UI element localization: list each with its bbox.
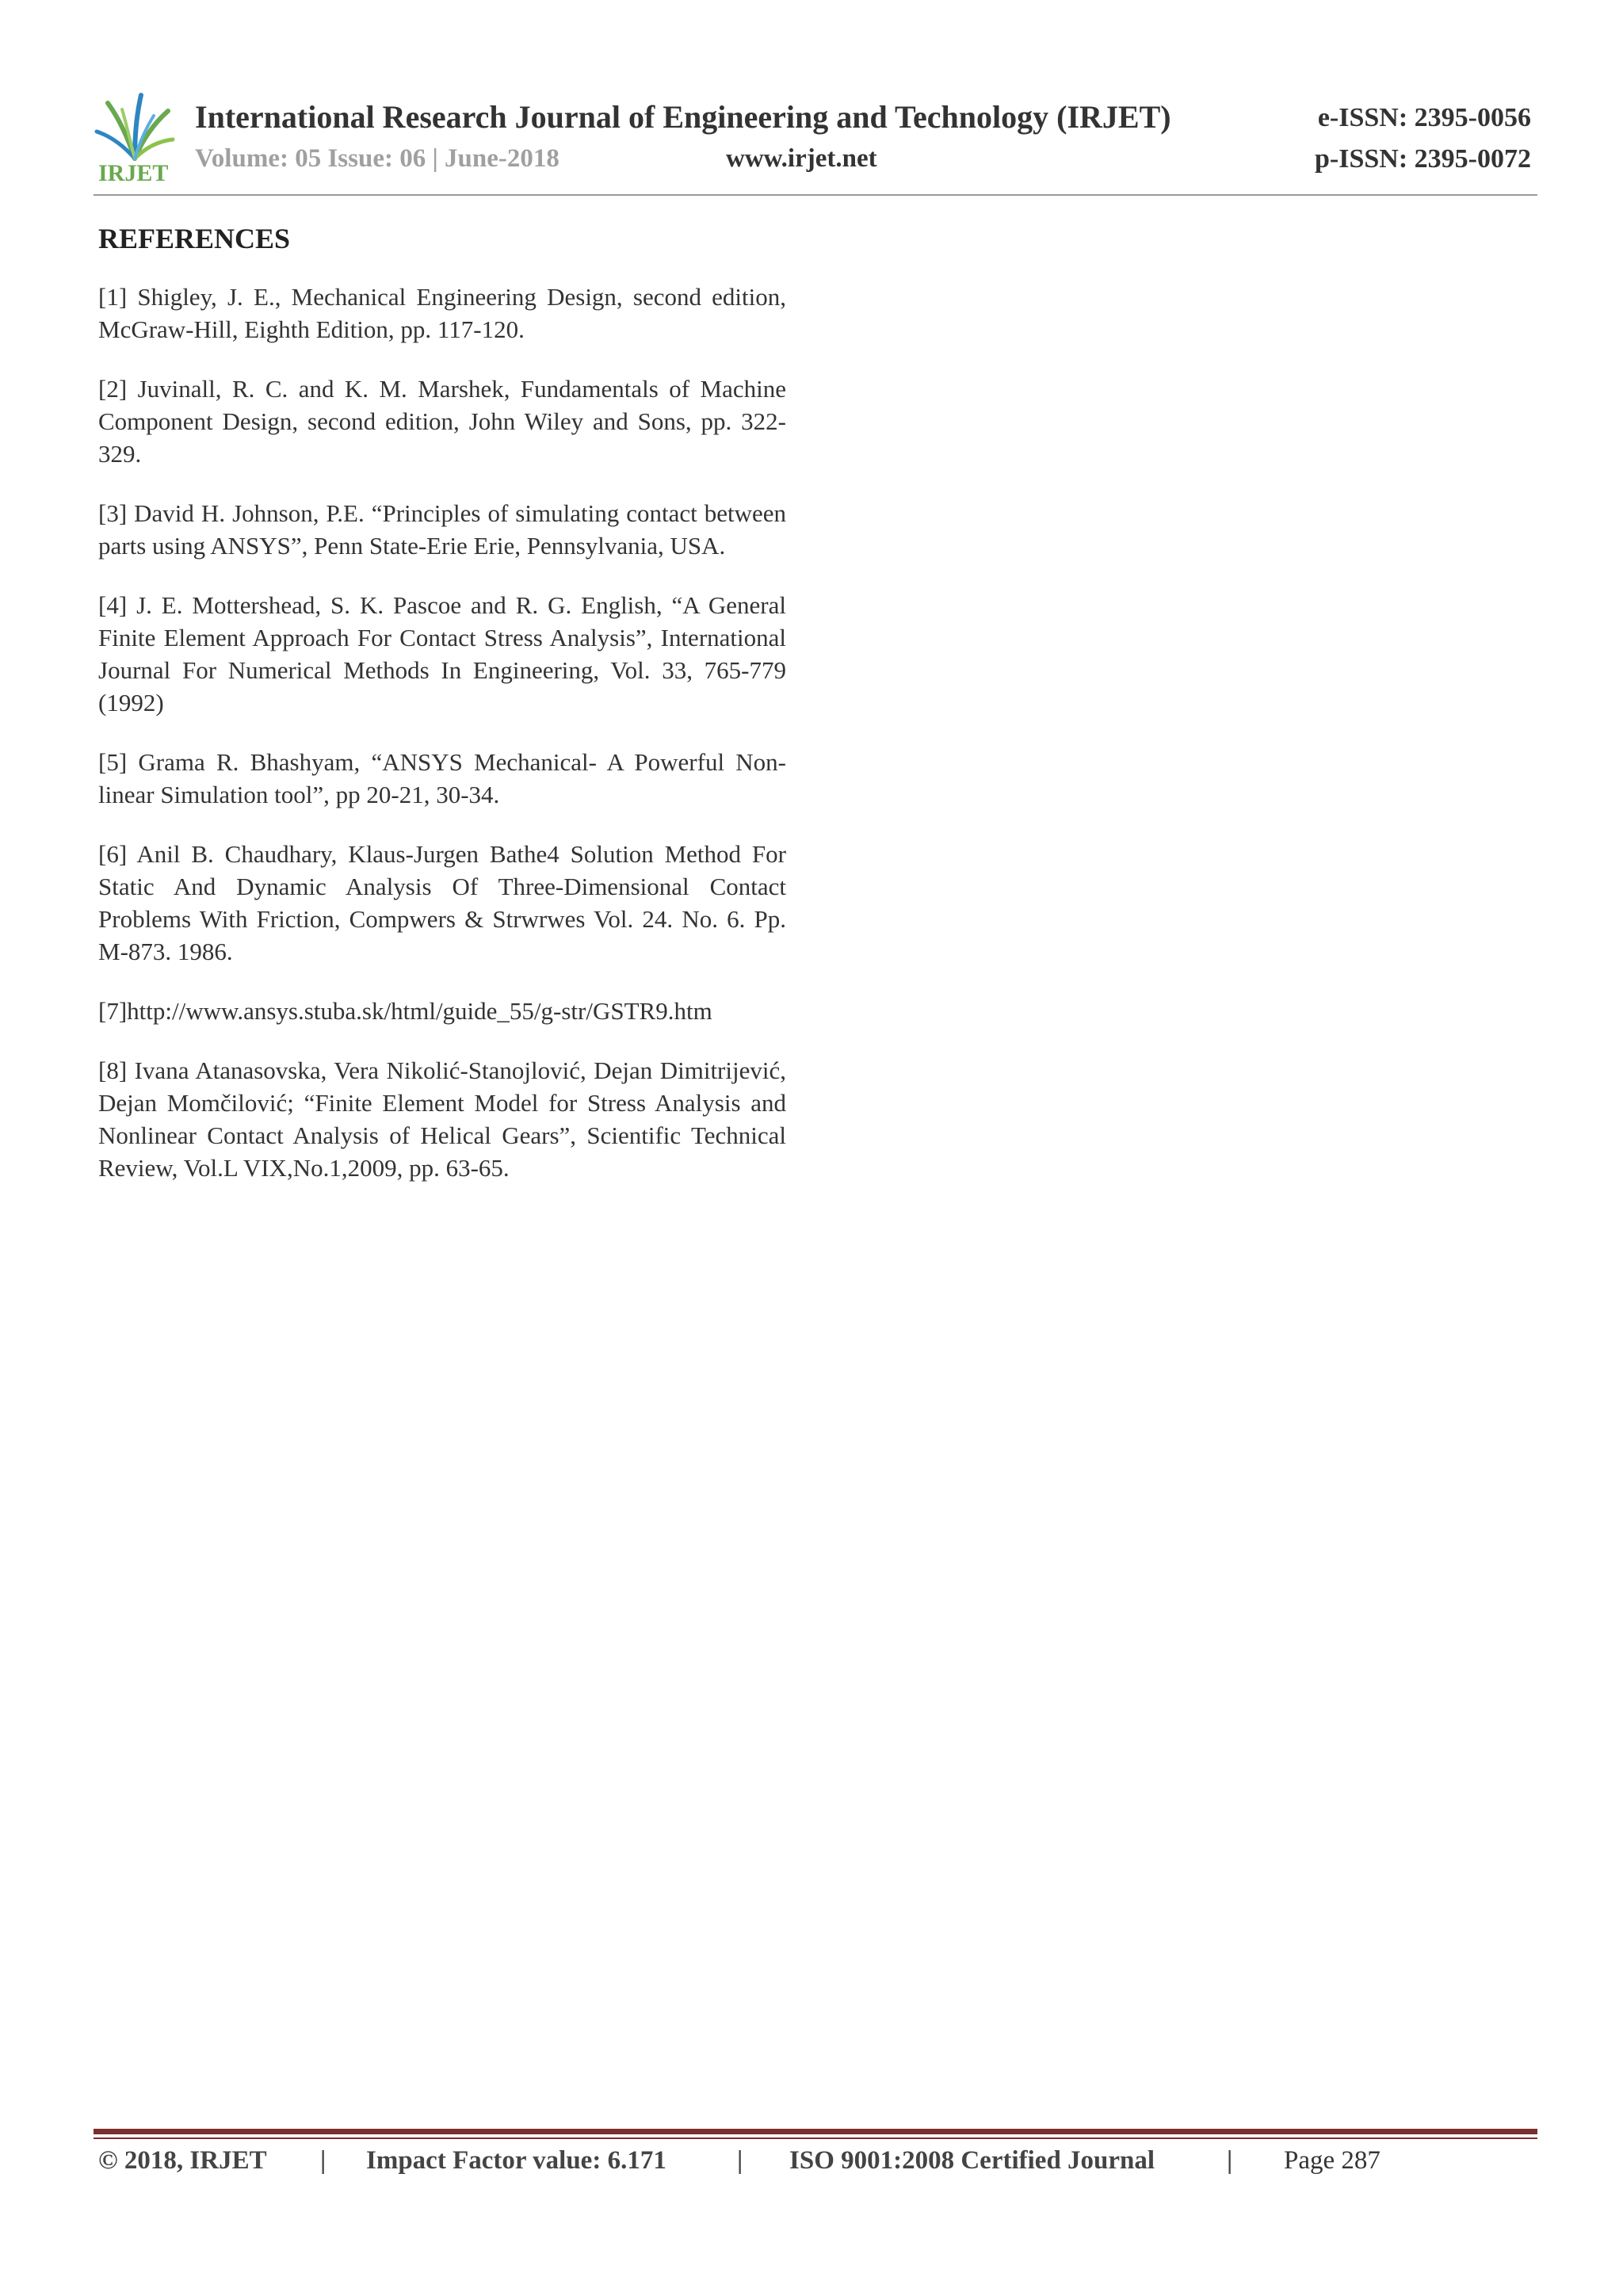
footer-divider-thick bbox=[94, 2129, 1537, 2134]
journal-title: International Research Journal of Engineering and Technology (IRJET) bbox=[195, 99, 1171, 135]
footer-separator: | bbox=[1227, 2146, 1233, 2175]
footer-impact-factor: Impact Factor value: 6.171 bbox=[366, 2146, 666, 2175]
irjet-logo-icon bbox=[94, 92, 176, 163]
volume-info: Volume: 05 Issue: 06 | June-2018 bbox=[195, 144, 559, 173]
logo-text: IRJET bbox=[98, 160, 169, 186]
reference-item: [4] J. E. Mottershead, S. K. Pascoe and R. G. English, “A General Finite Element Approach For Contact Stress Analysis”, International Journal For Numerical Methods In Engineering, Vol. 33, 765-779 (1992) bbox=[98, 591, 786, 716]
footer-iso: ISO 9001:2008 Certified Journal bbox=[789, 2146, 1155, 2175]
reference-item: [3] David H. Johnson, P.E. “Principles of simulating contact between parts using ANSYS”, Penn State-Erie Erie, Pennsylvania, USA. bbox=[98, 499, 786, 560]
references-section bbox=[98, 222, 786, 1211]
reference-item: [5] Grama R. Bhashyam, “ANSYS Mechanical- A Powerful Non-linear Simulation tool”, pp 20-21, 30-34. bbox=[98, 748, 786, 808]
footer-separator: | bbox=[320, 2146, 327, 2175]
e-issn: e-ISSN: 2395-0056 bbox=[1317, 103, 1531, 132]
irjet-logo bbox=[94, 92, 176, 189]
header-divider bbox=[94, 194, 1537, 196]
p-issn: p-ISSN: 2395-0072 bbox=[1315, 144, 1531, 174]
footer-copyright: © 2018, IRJET bbox=[98, 2146, 267, 2175]
footer-separator: | bbox=[737, 2146, 743, 2175]
reference-item: [1] Shigley, J. E., Mechanical Engineering Design, second edition, McGraw-Hill, Eighth Edition, pp. 117-120. bbox=[98, 283, 786, 343]
footer-divider-thin bbox=[94, 2137, 1537, 2139]
journal-website: www.irjet.net bbox=[726, 144, 877, 173]
page-header bbox=[94, 89, 1537, 192]
reference-item: [2] Juvinall, R. C. and K. M. Marshek, Fundamentals of Machine Component Design, second edition, John Wiley and Sons, pp. 322-329. bbox=[98, 375, 786, 468]
page-footer bbox=[98, 2146, 1445, 2186]
reference-item: [6] Anil B. Chaudhary, Klaus-Jurgen Bathe4 Solution Method For Static And Dynamic Analysis Of Three-Dimensional Contact Problems With Friction, Compwers & Strwrwes Vol. 24. No. 6. Pp. M-873. 1986. bbox=[98, 840, 786, 965]
reference-item: [8] Ivana Atanasovska, Vera Nikolić-Stanojlović, Dejan Dimitrijević, Dejan Momčilović; “Finite Element Model for Stress Analysis and Nonlinear Contact Analysis of Helical Gears”, Scientific Technical Review, Vol.L VIX,No.1,2009, pp. 63-65. bbox=[98, 1056, 786, 1182]
reference-item-url[interactable]: [7]http://www.ansys.stuba.sk/html/guide_55/g-str/GSTR9.htm bbox=[98, 997, 712, 1025]
references-heading: REFERENCES bbox=[98, 223, 291, 254]
footer-page-number: Page 287 bbox=[1284, 2146, 1381, 2175]
